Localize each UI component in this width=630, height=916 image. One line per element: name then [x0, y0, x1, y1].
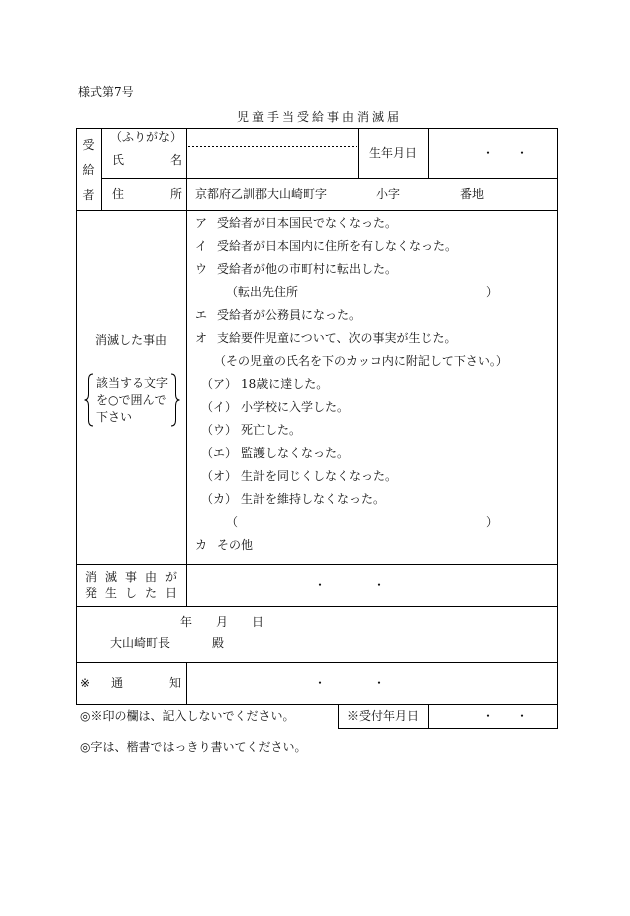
child-name-line — [195, 511, 552, 534]
reason-text: 受給者が公務員になった。 — [217, 308, 362, 322]
reason-item — [195, 258, 552, 281]
occurrence-label-line — [85, 571, 177, 583]
label-glyph: 生 — [104, 586, 117, 600]
child-event-item — [195, 442, 552, 465]
furigana-label: （ふりがな） — [110, 130, 183, 144]
occurrence-date-field[interactable] — [187, 565, 557, 606]
birth-date-label: 生年月日 — [368, 146, 417, 160]
notice-mark: ※ — [80, 676, 91, 690]
name-field[interactable] — [187, 147, 358, 178]
receipt-date-separator: ・ — [516, 709, 529, 723]
child-event-text: 小学校に入学した。 — [241, 400, 350, 414]
transfer-address-open: （転出先住所 — [226, 285, 299, 299]
label-glyph: 事 — [124, 570, 137, 584]
child-event-text: 生計を同じくしなくなった。 — [241, 469, 398, 483]
label-glyph: 由 — [144, 570, 157, 584]
name-label — [112, 154, 182, 166]
child-event-mark: （エ） — [201, 446, 238, 460]
child-note-line — [195, 350, 552, 373]
child-event-item — [195, 488, 552, 511]
address-label — [112, 188, 182, 200]
address-koaza: 小字 — [376, 187, 401, 201]
transfer-address-line — [195, 281, 552, 304]
recipient-group-label — [76, 139, 101, 201]
label-glyph: が — [164, 570, 177, 584]
reason-text: 受給者が日本国民でなくなった。 — [217, 216, 398, 230]
label-glyph: 給 — [82, 163, 95, 177]
child-event-text: 生計を維持しなくなった。 — [241, 492, 386, 506]
label-glyph: 住 — [112, 187, 125, 201]
label-glyph: た — [144, 586, 157, 600]
reason-mark: ア — [195, 216, 208, 230]
label-glyph: 氏 — [112, 153, 125, 167]
submission-month-label: 月 — [216, 615, 229, 629]
instruction-line: を○で囲んで — [96, 393, 167, 407]
transfer-address-close: ） — [486, 285, 499, 299]
reason-text: その他 — [217, 538, 254, 552]
reason-item — [195, 235, 552, 258]
label-glyph: 者 — [82, 188, 95, 202]
reason-item — [195, 327, 552, 350]
left-brace — [85, 374, 94, 426]
label-glyph: 日 — [164, 586, 177, 600]
form-number: 様式第7号 — [78, 85, 134, 99]
child-note: （その児童の氏名を下のカッコ内に附記して下さい。） — [214, 354, 508, 368]
child-event-text: 監護しなくなった。 — [241, 446, 350, 460]
label-glyph: 滅 — [104, 570, 117, 584]
reason-text: 支給要件児童について、次の事実が生じた。 — [217, 331, 457, 345]
label-glyph: 通 — [111, 676, 124, 690]
child-event-text: 18歳に達した。 — [241, 377, 329, 391]
child-event-mark: （オ） — [201, 469, 238, 483]
child-event-mark: （ウ） — [201, 423, 238, 437]
label-glyph: 知 — [168, 676, 181, 690]
child-event-mark: （カ） — [201, 492, 238, 506]
reason-item — [195, 304, 552, 327]
label-glyph: 消 — [85, 570, 98, 584]
address-prefix: 京都府乙訓郡大山崎町字 — [195, 187, 328, 201]
submission-day-label: 日 — [252, 615, 265, 629]
notice-date-separator: ・ — [373, 676, 386, 690]
reason-text: 受給者が日本国内に住所を有しなくなった。 — [217, 239, 458, 253]
child-name-close: ） — [486, 515, 499, 529]
child-event-item — [195, 373, 552, 396]
address-banchi: 番地 — [460, 187, 485, 201]
reasons-label: 消滅した事由 — [94, 333, 167, 347]
form-title: 児童手当受給事由消滅届 — [237, 110, 403, 124]
label-glyph: 発 — [85, 586, 98, 600]
reason-mark: イ — [195, 239, 208, 253]
reason-mark: ウ — [195, 262, 208, 276]
reason-item — [195, 212, 552, 235]
occurrence-date-separator: ・ — [373, 578, 386, 592]
occurrence-date-separator: ・ — [314, 578, 327, 592]
child-name-open: （ — [226, 515, 239, 529]
submission-year-label: 年 — [180, 615, 193, 629]
handwriting-note: ◎字は、楷書ではっきり書いてください。 — [80, 740, 307, 754]
reason-item — [195, 534, 552, 557]
office-use-note: ◎※印の欄は、記入しないでください。 — [80, 709, 295, 723]
reason-mark: カ — [195, 538, 208, 552]
instruction-line: 下さい — [96, 410, 133, 424]
addressee: 大山崎町長 — [110, 636, 171, 650]
notice-date-separator: ・ — [314, 676, 327, 690]
reason-mark: エ — [195, 308, 208, 322]
notice-label — [111, 677, 181, 689]
child-event-item — [195, 396, 552, 419]
label-glyph: し — [124, 586, 137, 600]
child-event-item — [195, 419, 552, 442]
reason-list — [195, 212, 552, 557]
furigana-field[interactable] — [187, 129, 358, 146]
label-glyph: 受 — [82, 138, 95, 152]
child-event-mark: （イ） — [201, 400, 238, 414]
label-glyph: 所 — [169, 187, 182, 201]
child-event-text: 死亡した。 — [241, 423, 302, 437]
child-event-mark: （ア） — [201, 377, 238, 391]
honorific: 殿 — [212, 636, 225, 650]
receipt-date-label: ※受付年月日 — [346, 709, 419, 723]
child-event-item — [195, 465, 552, 488]
reason-mark: オ — [195, 331, 208, 345]
reasons-instruction — [96, 375, 168, 426]
right-brace — [171, 374, 180, 426]
birth-date-separator: ・ — [482, 146, 495, 160]
birth-date-separator: ・ — [516, 146, 529, 160]
notice-date-field[interactable] — [187, 663, 557, 704]
receipt-date-separator: ・ — [482, 709, 495, 723]
label-glyph: 名 — [169, 153, 182, 167]
instruction-line: 該当する文字 — [96, 376, 169, 390]
occurrence-label-line — [85, 587, 177, 599]
reason-text: 受給者が他の市町村に転出した。 — [217, 262, 398, 276]
